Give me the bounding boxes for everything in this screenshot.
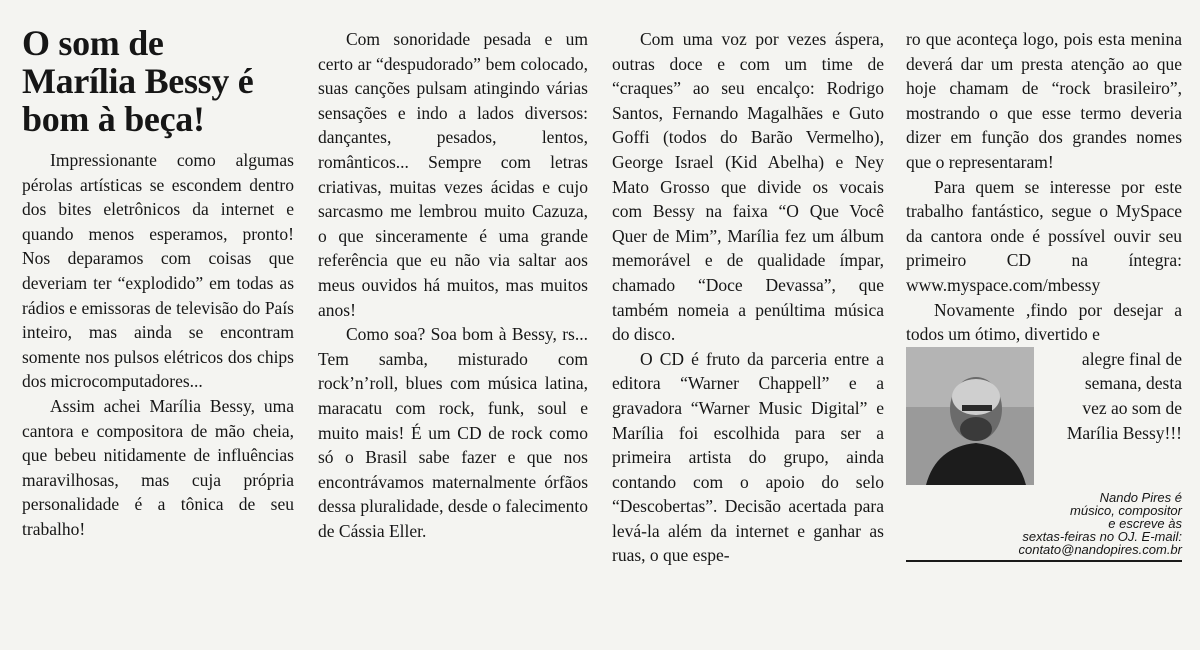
column-1: [22, 24, 294, 542]
author-portrait-icon: [906, 347, 1034, 485]
byline-email: contato@nandopires.com.br: [1018, 541, 1182, 557]
headline-line-1: O som de: [22, 23, 164, 63]
author-byline: [906, 491, 1182, 562]
paragraph: O CD é fruto da parceria entre a editora “Warner Chappell” e a gravadora “Warner Music Digital” e Marília foi escolhida para ser a primeira artista do grupo, ainda contando com o apoio do selo “Descobertas”. Decisão acertada para levá-la além da internet e ganhar as ruas, o que espe-: [612, 348, 884, 566]
column-2: [318, 27, 588, 543]
paragraph: Para quem se interesse por este trabalho fantástico, segue o MySpace da cantora onde é possível ouvir seu primeiro CD na íntegra: www.myspace.com/mbessy: [906, 176, 1182, 295]
column-3: [612, 27, 884, 568]
byline-line: Nando Pires é: [1099, 489, 1182, 505]
paragraph: Novamente ,findo por desejar a todos um ótimo, divertido e: [906, 299, 1182, 345]
author-photo: [906, 347, 1034, 485]
column-4: [906, 27, 1182, 562]
text-line: alegre final de: [1081, 348, 1182, 369]
headline-line-2: Marília Bessy é: [22, 61, 254, 101]
headline: [22, 24, 294, 138]
photo-wrap-block: [906, 347, 1182, 485]
byline-line: músico, compositor: [1070, 502, 1182, 518]
photo-wrap-text: [1044, 347, 1182, 485]
paragraph: Assim achei Marília Bessy, uma cantora e compositora de mão cheia, que bebeu nitidamente de influências maravilhosas, mas cuja própria personalidade é a tônica de seu trabalho!: [22, 395, 294, 539]
paragraph: Com sonoridade pesada e um certo ar “despudorado” bem colocado, suas canções pulsam atingindo várias sensações e indo a lados diversos: dançantes, pesados, lentos, românticos... Sempre com letras criativas, muitas vezes ácidas e cujo sarcasmo me lembrou muito Cazuza, o que sinceramente é uma grande referência que eu não via saltar aos meus ouvidos há muitos, mas muitos anos!: [318, 29, 588, 320]
byline-line: e escreve às: [1108, 515, 1182, 531]
paragraph: Impressionante como algumas pérolas artísticas se escondem dentro dos bites eletrônicos da internet e quando menos esperamos, pronto! Nos deparamos com coisas que deveriam ter “explodido” em todas as rádios e emissoras de televisão do País inteiro, mas ainda se encontram somente nos pulsos elétricos dos chips dos microcomputadores...: [22, 150, 294, 392]
paragraph: Com uma voz por vezes áspera, outras doce e com um time de “craques” ao seu encalço: Rodrigo Santos, Fernando Magalhães e Guto Goffi (todos do Barão Vermelho), George Israel (Kid Abelha) e Ney Mato Grosso que divide os vocais com Bessy na faixa “O Que Você Quer de Mim”, Marília fez um álbum memorável e de qualidade ímpar, chamado “Doce Devassa”, que também nomeia a penúltima música do disco.: [612, 29, 884, 345]
text-line: vez ao som de: [1082, 397, 1182, 418]
text-line: Marília Bessy!!!: [1066, 422, 1182, 443]
paragraph: Como soa? Soa bom à Bessy, rs... Tem samba, misturado com rock’n’roll, blues com música latina, maracatu com rock, funk, soul e muito mais! É um CD de rock como só o Brasil sabe fazer e que nos encontrávamos maternalmente órfãos dessa pluralidade, desde o falecimento de Cássia Eller.: [318, 324, 588, 541]
headline-line-3: bom à beça!: [22, 99, 205, 139]
byline-line: sextas-feiras no OJ. E-mail:: [1022, 528, 1182, 544]
text-line: semana, desta: [1084, 373, 1182, 394]
paragraph-continuation: ro que aconteça logo, pois esta menina deverá dar um presta atenção ao que hoje chamam de “rock brasileiro”, mostrando o que esse termo deveria dizer em função dos grandes nomes que o representaram!: [906, 29, 1182, 172]
